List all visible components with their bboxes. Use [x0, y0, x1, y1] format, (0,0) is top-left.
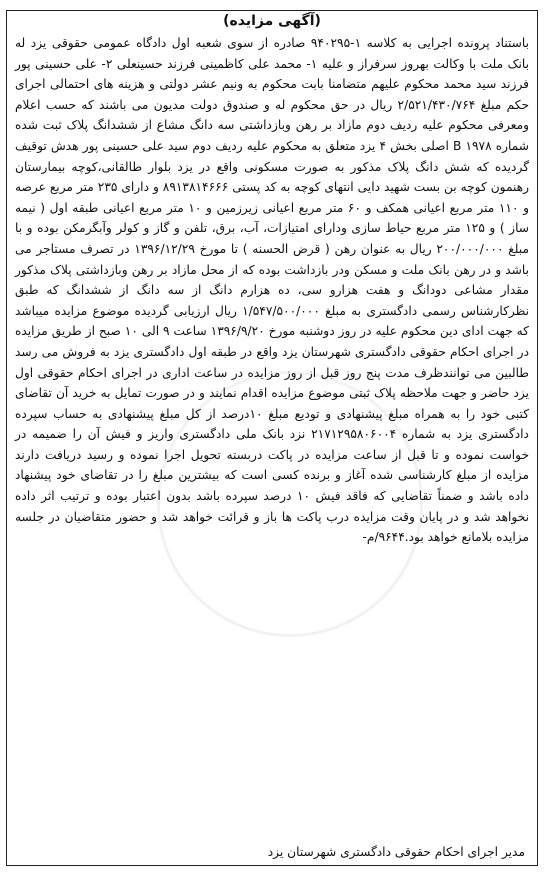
notice-body-text: باستناد پرونده اجرایی به کلاسه ۱-۹۴۰۲۹۵ صادره از سوی شعبه اول دادگاه عمومی حقوقی یزد له بانک ملت با وکالت بهروز سرفراز و علیه ۱- محمد علی کاظمینی فرزند حسینعلی ۲- علی حسینی پور فرزند سید محمد محکوم علیهم متضامنا بابت محکوم به ونیم عشر دولتی و هزینه های احتمالی اجرای حکم مبلغ ۲/۵۲۱/۴۳۰/۷۶۴ ریال در حق محکوم له و صندوق دولت مدیون می باشند که حسب اعلام ومعرفی محکوم علیه ردیف دوم مازاد بر رهن وبازداشتی سه دانگ مشاع از ششدانگ پلاک ثبت شده شماره B ۱۹۷۸ اصلی بخش ۴ یزد متعلق به محکوم علیه ردیف دوم سید علی حسینی پور هدش توقیف گردیده که شش دانگ پلاک مذکور به صورت مسکونی واقع در یزد بلوار طالقانی،کوچه بیمارستان رهنمون کوچه بن بست شهید دایی انتهای کوچه به کد پستی ۸۹۱۳۸۱۴۶۶۶ و دارای ۲۳۵ متر مربع عرصه و ۱۱۰ متر مربع اعیانی همکف و ۶۰ متر مربع اعیانی زیرزمین و ۱۰ متر مربع اعیانی طبقه اول ( نیمه ساز ) و ۱۲۵ متر مربع حیاط سازی ودارای امتیازات، آب، برق، تلفن و گاز و کولر وآبگرمکن بوده و با مبلغ ۲۰۰/۰۰۰/۰۰۰ ریال به عنوان رهن ( قرض الحسنه ) تا مورخ ۱۳۹۶/۱۲/۲۹ در تصرف مستاجر می باشد و در رهن بانک ملت و مسکن ودر بازداشت بوده که از محل مازاد بر رهن وبازداشتی پلاک مذکور مقدار مشاعی دودانگ و هفت هزارو سی، ده هزارم دانگ از سه دانگ از ششدانگ که طبق نظرکارشناس رسمی دادگستری به مبلغ ۱/۵۴۷/۵۰۰/۰۰۰ ریال ارزیابی گردیده موضوع مزایده میباشد که جهت ادای دین محکوم علیه در روز دوشنبه مورخ ۱۳۹۶/۹/۲۰ ساعت ۹ الی ۱۰ صبح از طریق مزایده در اجرای احکام حقوقی دادگستری شهرستان یزد واقع در طبقه اول دادگستری یزد به فروش می رسد طالبین می توانندظرف مدت پنج روز قبل از روز مزایده در ساعت اداری در اجرای احکام حقوقی اول یزد حاضر و جهت ملاحظه پلاک ثبتی موضوع مزایده اقدام نمایند و در صورت تمایل به خرید آن تقاضای کتبی خود را به همراه مبلغ پیشنهادی و تودیع مبلغ ۱۰درصد از کل مبلغ پیشنهادی به حساب سپرده دادگستری یزد به شماره ۲۱۷۱۲۹۵۸۰۶۰۰۴ نزد بانک ملی دادگستری واریز و فیش آن را ضمیمه در خواست نموده و تا قبل از ساعت مزایده در پاکت دربسته تحویل اجرا نموده و رسید دریافت دارند مزایده از مبلغ کارشناسی شده آغاز و برنده کسی است که بیشترین مبلغ را در تقاضای خود پیشنهاد داده باشد و ضمناً تقاضایی که فاقد فیش ۱۰ درصد سپرده باشد بدون اعتبار بوده و ترتیب اثر داده نخواهد شد و در پایان وقت مزایده درب پاکت ها باز و قرائت خواهد شد و حضور متقاضیان در جلسه مزایده بلامانع خواهد بود.۹۶۴۴/م- [15, 36, 530, 545]
notice-title: (آگهی مزایده) [223, 13, 321, 29]
auction-notice [6, 10, 538, 866]
notice-body [7, 31, 537, 548]
notice-signature: مدیر اجرای احکام حقوقی دادگستری شهرستان یزد [267, 845, 525, 859]
